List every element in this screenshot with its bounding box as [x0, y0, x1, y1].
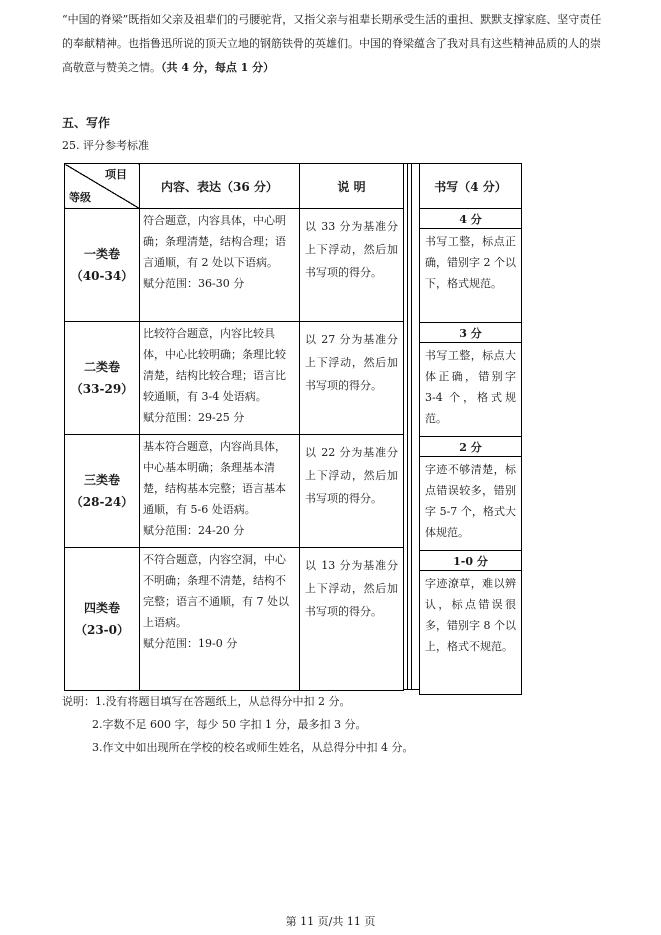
note-cell: 以 22 分为基准分上下浮动，然后加书写项的得分。 — [300, 435, 404, 548]
content-text: 不符合题意，内容空洞，中心不明确；条理不清楚，结构不完整；语言不通顺，有 7 处以上语病。 — [143, 553, 289, 629]
level-name: 一类卷 — [83, 247, 120, 261]
intro-text: “中国的脊梁”既指如父亲及祖辈们的弓腰驼背，又指父亲与祖辈长期承受生活的重担、默默支撑家庭、坚守责任的奉献精神。也指鲁迅所说的顶天立地的钢筋铁骨的英雄们。中国的脊梁蕴含了我对具有这些精神品质的人的崇高敬意与赞美之情。 — [62, 13, 602, 74]
writing-score-row — [420, 323, 522, 343]
question-label: 25. 评分参考标准 — [62, 139, 149, 152]
level-cell — [65, 209, 140, 322]
writing-desc: 字迹不够清楚，标点错误较多，错别字 5-7 个，格式大体规范。 — [420, 457, 522, 551]
writing-score-row — [420, 437, 522, 457]
level-range: （28-24） — [70, 495, 134, 509]
writing-score-row — [420, 209, 522, 229]
table-row — [65, 209, 404, 322]
content-text: 比较符合题意，内容比较具体，中心比较明确；条理比较清楚，结构比较合理；语言比较通顺，有 3-4 处语病。 — [143, 327, 286, 403]
intro-score-note: （共 4 分，每点 1 分） — [161, 61, 275, 74]
note-cell: 以 33 分为基准分上下浮动，然后加书写项的得分。 — [300, 209, 404, 322]
writing-score: 1-0 分 — [420, 551, 522, 571]
header-level: 等级 — [69, 191, 91, 204]
header-item: 项目 — [105, 168, 127, 181]
table-row — [65, 322, 404, 435]
content-cell — [140, 548, 300, 691]
writing-score-row — [420, 551, 522, 571]
content-cell — [140, 322, 300, 435]
note-1: 说明：1.没有将题目填写在答题纸上，从总得分中扣 2 分。 — [62, 695, 351, 708]
score-range: 赋分范围：29-25 分 — [143, 411, 245, 424]
level-range: （23-0） — [74, 623, 130, 637]
writing-table — [419, 163, 522, 695]
level-name: 三类卷 — [83, 473, 120, 487]
level-name: 二类卷 — [83, 360, 120, 374]
note-cell: 以 13 分为基准分上下浮动，然后加书写项的得分。 — [300, 548, 404, 691]
level-cell — [65, 322, 140, 435]
level-name: 四类卷 — [83, 601, 120, 615]
header-content: 内容、表达（36 分） — [140, 164, 300, 209]
table-row — [65, 435, 404, 548]
grading-table — [64, 163, 404, 691]
table-gap-divider — [403, 163, 419, 690]
level-cell — [65, 548, 140, 691]
note-3: 3.作文中如出现所在学校的校名或师生姓名，从总得分中扣 4 分。 — [92, 741, 414, 754]
writing-desc-row — [420, 571, 522, 695]
writing-score: 4 分 — [420, 209, 522, 229]
header-note: 说 明 — [300, 164, 404, 209]
writing-score: 3 分 — [420, 323, 522, 343]
writing-desc: 书写工整，标点正确，错别字 2 个以下，格式规范。 — [420, 229, 522, 323]
writing-table-header — [420, 164, 522, 209]
writing-desc-row — [420, 457, 522, 551]
writing-score: 2 分 — [420, 437, 522, 457]
level-range: （40-34） — [70, 269, 134, 283]
writing-desc: 字迹潦草，难以辨认，标点错误很多，错别字 8 个以上，格式不规范。 — [420, 571, 522, 695]
score-range: 赋分范围：24-20 分 — [143, 524, 245, 537]
level-cell — [65, 435, 140, 548]
content-cell — [140, 209, 300, 322]
writing-desc: 书写工整，标点大体正确，错别字 3-4 个，格式规范。 — [420, 343, 522, 437]
section-title: 五、写作 — [62, 116, 111, 130]
score-range: 赋分范围：19-0 分 — [143, 637, 238, 650]
content-text: 符合题意，内容具体，中心明确；条理清楚，结构合理；语言通顺，有 2 处以下语病。 — [143, 214, 286, 269]
content-cell — [140, 435, 300, 548]
writing-desc-row — [420, 343, 522, 437]
note-cell: 以 27 分为基准分上下浮动，然后加书写项的得分。 — [300, 322, 404, 435]
score-range: 赋分范围：36-30 分 — [143, 277, 245, 290]
content-text: 基本符合题意，内容尚具体，中心基本明确；条理基本清楚，结构基本完整；语言基本通顺，有 5-6 处语病。 — [143, 440, 286, 516]
header-diagonal-cell — [65, 164, 140, 209]
level-range: （33-29） — [70, 382, 134, 396]
writing-desc-row — [420, 229, 522, 323]
notes-block — [62, 690, 622, 759]
grading-table-header — [65, 164, 404, 209]
page-footer: 第 11 页/共 11 页 — [285, 915, 376, 928]
table-row — [65, 548, 404, 691]
header-writing: 书写（4 分） — [420, 164, 522, 209]
note-2: 2.字数不足 600 字，每少 50 字扣 1 分，最多扣 3 分。 — [92, 718, 367, 731]
intro-paragraph — [62, 8, 610, 80]
